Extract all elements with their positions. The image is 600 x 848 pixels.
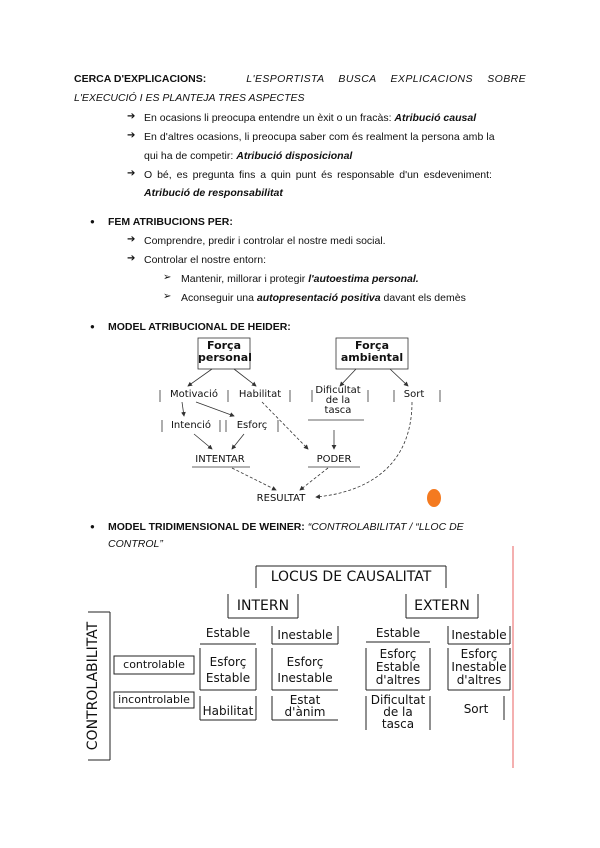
section2-item-1: Comprendre, predir i controlar el nostre medi social. <box>144 235 386 247</box>
cell-estable-extern: Estable <box>375 626 421 640</box>
intentar-label: INTENTAR <box>195 454 245 465</box>
bullet-icon: ● <box>90 322 95 331</box>
section1-item-3-bold: Atribució de responsabilitat <box>144 187 283 199</box>
cell-estable-intern: Estable <box>205 626 251 640</box>
motivacio-label: Motivació <box>170 389 218 400</box>
section1-item-2-line2: qui ha de competir: Atribució disposicional <box>144 150 353 162</box>
section1-heading-rest: L'ESPORTISTA BUSCA EXPLICACIONS SOBRE <box>246 73 526 85</box>
cell-habilitat: Habilitat <box>202 704 254 718</box>
arrow-icon: ➔ <box>127 168 136 179</box>
section4-heading-line2: CONTROL” <box>108 538 163 550</box>
intencio-label: Intenció <box>170 420 212 431</box>
chevron-right-icon: ➢ <box>163 272 172 283</box>
extern-header: EXTERN <box>414 598 470 614</box>
cell-esforc-estable: Esforç Estable <box>205 655 251 685</box>
chevron-right-icon: ➢ <box>163 291 172 302</box>
arrow-icon: ➔ <box>127 111 136 122</box>
cell-estat-anim: Estat d'ànim <box>284 693 326 719</box>
cell-inestable-extern: Inestable <box>451 628 507 642</box>
section2-sub-2: Aconseguir una autopresentació positiva davant els demès <box>181 292 466 304</box>
cell-sort: Sort <box>463 702 489 716</box>
section2-heading: FEM ATRIBUCIONS PER: <box>108 216 233 228</box>
cell-dificultat-tasca: Dificultat de la tasca <box>370 693 426 731</box>
controlable-label: controlable <box>123 658 185 671</box>
section3-heading: MODEL ATRIBUCIONAL DE HEIDER: <box>108 321 291 333</box>
section1-heading-line2: L'EXECUCIÓ I ES PLANTEJA TRES ASPECTES <box>74 92 305 104</box>
cell-inestable-intern: Inestable <box>277 628 333 642</box>
forca-ambiental-label: Força ambiental <box>340 339 404 364</box>
poder-label: PODER <box>316 454 352 465</box>
esforc-label: Esforç <box>236 420 268 431</box>
habilitat-label: Habilitat <box>238 389 282 400</box>
section2-sub-1: Mantenir, millorar i protegir l'autoestima personal. <box>181 273 419 285</box>
incontrolable-label: incontrolable <box>118 693 190 706</box>
bullet-icon: ● <box>90 522 95 531</box>
sort-label: Sort <box>403 389 425 400</box>
locus-header: LOCUS DE CAUSALITAT <box>270 569 432 585</box>
section1-item-2-line1: En d'altres ocasions, li preocupa saber com és realment la persona amb la <box>144 131 495 143</box>
section1-item-3: O bé, es pregunta fins a quin punt és responsable d'un esdeveniment: <box>144 169 492 181</box>
cell-esforc-inestable: Esforç Inestable <box>277 655 333 685</box>
dificultat-label: Dificultat de la tasca <box>315 385 361 416</box>
intern-header: INTERN <box>236 598 290 614</box>
bullet-icon: ● <box>90 217 95 226</box>
arrow-icon: ➔ <box>127 130 136 141</box>
cell-esforc-inestable-altres: Esforç Inestable d'altres <box>451 647 507 687</box>
section4-heading-line1: MODEL TRIDIMENSIONAL DE WEINER: “CONTROLABILITAT / “LLOC DE <box>108 521 464 533</box>
controlabilitat-label: CONTROLABILITAT <box>85 621 101 751</box>
section1-item-1: En ocasions li preocupa entendre un èxit o un fracàs: Atribució causal <box>144 112 477 124</box>
arrow-icon: ➔ <box>127 234 136 245</box>
cell-esforc-estable-altres: Esforç Estable d'altres <box>375 647 421 687</box>
resultat-label: RESULTAT <box>256 493 306 504</box>
section2-item-2: Controlar el nostre entorn: <box>144 254 266 266</box>
section1-heading: CERCA D'EXPLICACIONS: <box>74 73 207 85</box>
forca-personal-label: Força personal <box>198 339 252 364</box>
arrow-icon: ➔ <box>127 253 136 264</box>
